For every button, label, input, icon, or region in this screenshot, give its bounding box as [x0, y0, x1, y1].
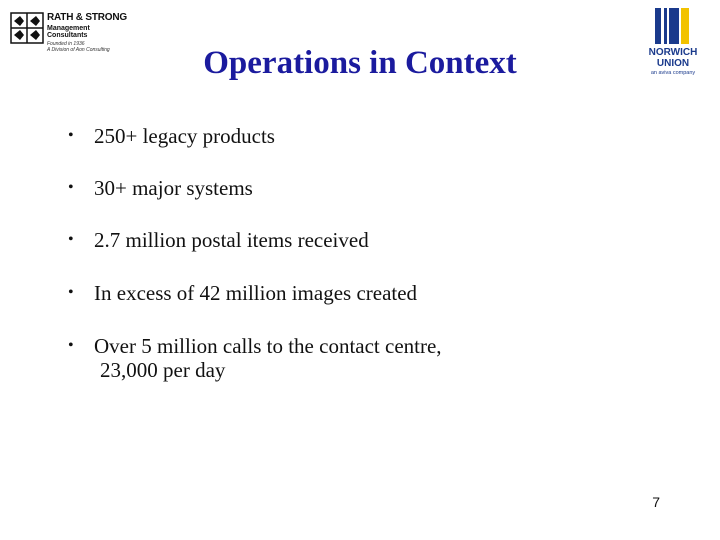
bullet-list [68, 124, 442, 382]
rath-strong-logo [10, 10, 130, 53]
norwich-union-name-line2: UNION [656, 58, 690, 69]
bullet-item [68, 176, 442, 200]
bullet-text: In excess of 42 million images created [94, 281, 418, 305]
bullet-item [68, 334, 442, 382]
bullet-marker: • [68, 284, 74, 301]
bullet-item [68, 228, 442, 252]
page-number: 7 [652, 494, 660, 510]
bullet-item [68, 124, 442, 148]
rath-strong-tagline-2: A Division of Aon Consulting [47, 47, 110, 53]
bullet-text: Over 5 million calls to the contact centre, [94, 334, 442, 358]
bullet-marker: • [68, 337, 74, 354]
rath-strong-name: RATH & STRONG [47, 12, 127, 23]
rath-strong-tagline-1: Founded in 1936 [47, 41, 85, 47]
bullet-text: 30+ major systems [94, 176, 253, 200]
norwich-union-flag-icon [655, 8, 689, 44]
bullet-marker: • [68, 179, 74, 196]
norwich-union-tagline: an aviva company [650, 70, 696, 76]
bullet-text-continuation: 23,000 per day [100, 358, 226, 382]
rath-strong-emblem-icon [10, 12, 44, 44]
rath-strong-subtitle: Management Consultants [47, 25, 90, 39]
bullet-text: 250+ legacy products [94, 124, 275, 148]
bullet-text: 2.7 million postal items received [94, 228, 369, 252]
bullet-marker: • [68, 127, 74, 144]
bullet-item [68, 281, 442, 305]
slide-title: Operations in Context [203, 45, 517, 81]
bullet-marker: • [68, 231, 74, 248]
norwich-union-name-line1: NORWICH [648, 47, 698, 58]
